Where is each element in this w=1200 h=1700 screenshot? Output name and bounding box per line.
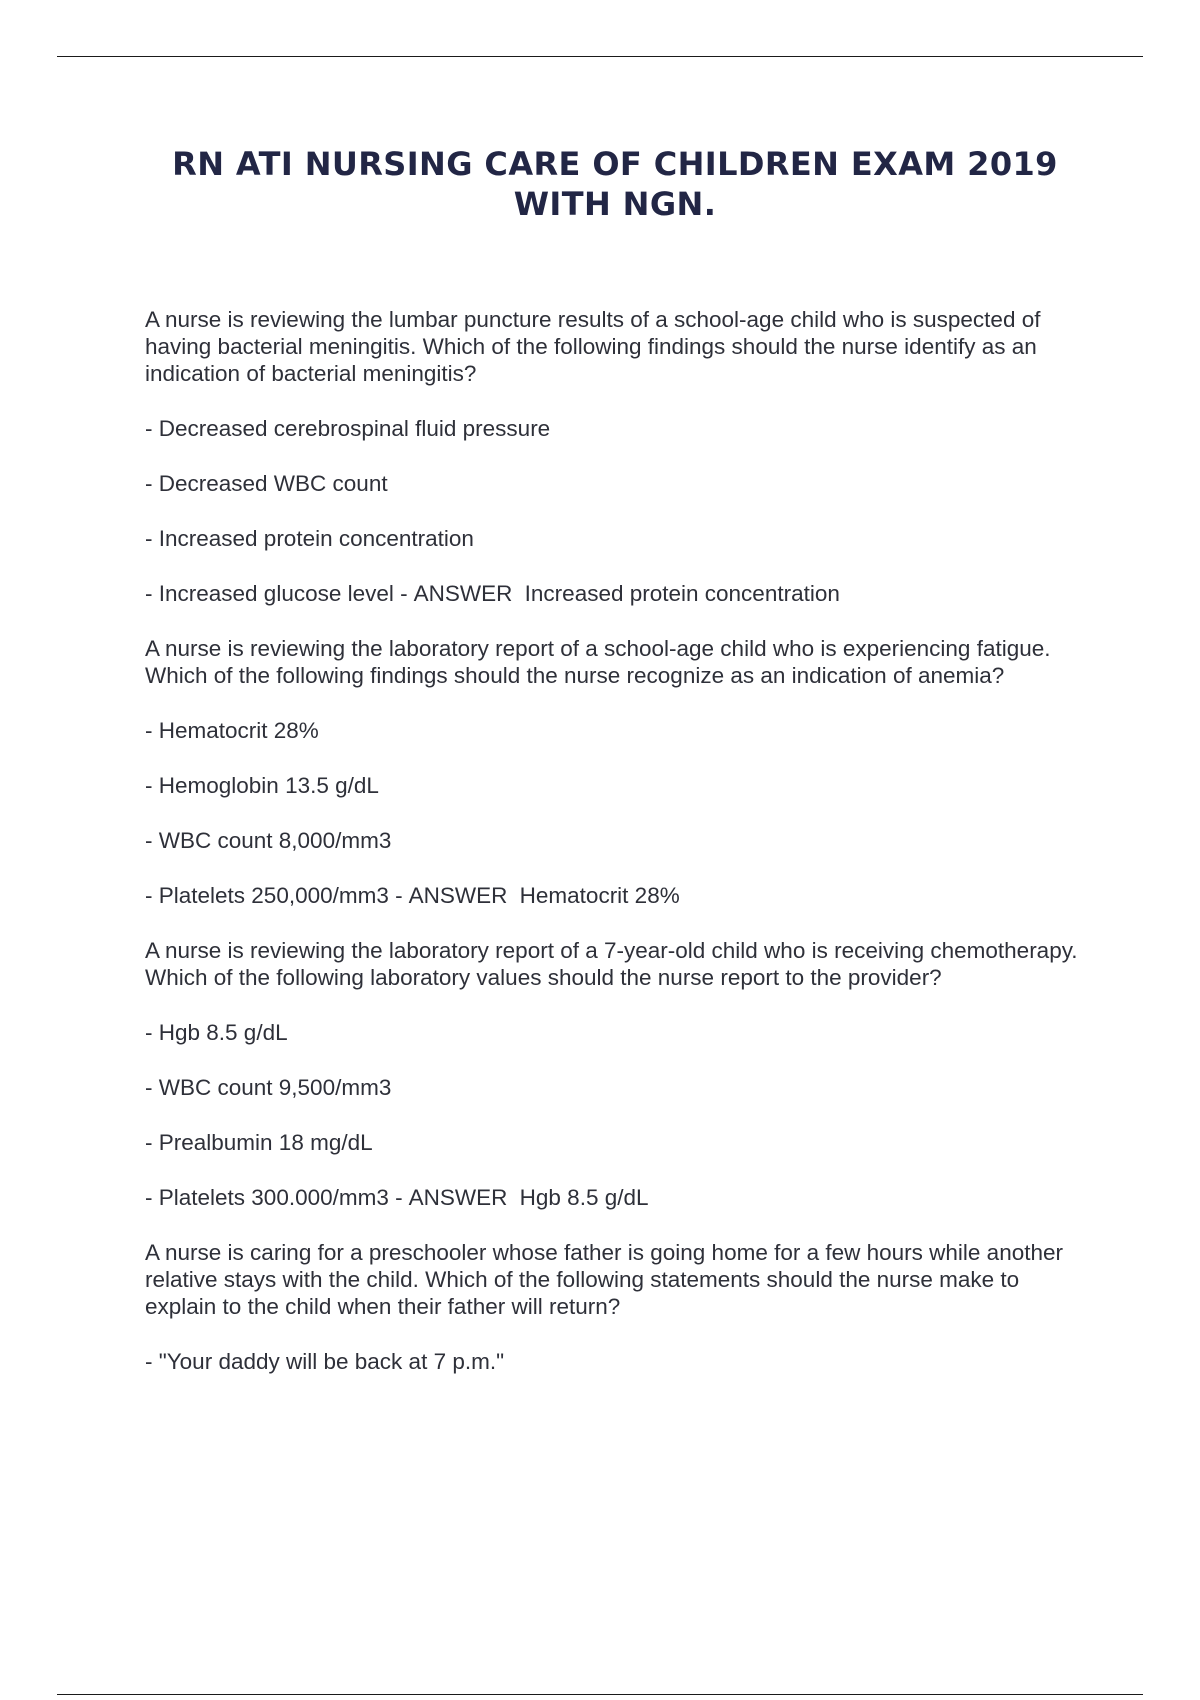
answer-option: - "Your daddy will be back at 7 p.m.": [145, 1349, 505, 1374]
question-text: A nurse is reviewing the lumbar puncture results of a school-age child who is suspected of having bacterial meningitis. Which of the following findings should the nurse identify as an indication of bacterial meningitis?: [145, 307, 1041, 386]
answer-option-with-key: [145, 1184, 1085, 1211]
answer-option-label: - Platelets 300.000/mm3 -: [145, 1185, 403, 1210]
answer-option-label: - Platelets 250,000/mm3 -: [145, 883, 403, 908]
answer-marker: ANSWER: [413, 581, 513, 606]
answer-option-label: - Increased glucose level -: [145, 581, 408, 606]
answer-option: - Increased protein concentration: [145, 526, 474, 551]
answer-option: - Hematocrit 28%: [145, 718, 319, 743]
correct-answer: Hgb 8.5 g/dL: [519, 1185, 649, 1210]
top-divider: [57, 56, 1143, 57]
question-text: A nurse is reviewing the laboratory report of a school-age child who is experiencing fatigue. Which of the following findings should the nurse recognize as an indication of anemia?: [145, 636, 1051, 688]
answer-option-with-key: [145, 882, 1085, 909]
correct-answer: Increased protein concentration: [524, 581, 840, 606]
answer-marker: ANSWER: [408, 1185, 508, 1210]
correct-answer: Hematocrit 28%: [519, 883, 680, 908]
document-title: RN ATI NURSING CARE OF CHILDREN EXAM 2019 WITH NGN.: [172, 145, 1058, 223]
document-body: [145, 306, 1085, 1403]
question-block: [145, 306, 1085, 607]
answer-option: - WBC count 9,500/mm3: [145, 1075, 392, 1100]
answer-marker: ANSWER: [408, 883, 508, 908]
answer-option: - Hgb 8.5 g/dL: [145, 1020, 288, 1045]
question-text: A nurse is reviewing the laboratory report of a 7-year-old child who is receiving chemotherapy. Which of the following laboratory values should the nurse report to the provider?: [145, 938, 1078, 990]
answer-option-with-key: [145, 580, 1085, 607]
answer-option: - Prealbumin 18 mg/dL: [145, 1130, 373, 1155]
bottom-divider: [57, 1694, 1143, 1695]
question-block: [145, 937, 1085, 1211]
answer-option: - Decreased cerebrospinal fluid pressure: [145, 416, 551, 441]
answer-option: - Hemoglobin 13.5 g/dL: [145, 773, 379, 798]
question-block: [145, 1239, 1085, 1375]
question-block: [145, 635, 1085, 909]
question-text: A nurse is caring for a preschooler whose father is going home for a few hours while another relative stays with the child. Which of the following statements should the nurse make to explain to the child when their father will return?: [145, 1240, 1063, 1319]
answer-option: - Decreased WBC count: [145, 471, 388, 496]
answer-option: - WBC count 8,000/mm3: [145, 828, 392, 853]
